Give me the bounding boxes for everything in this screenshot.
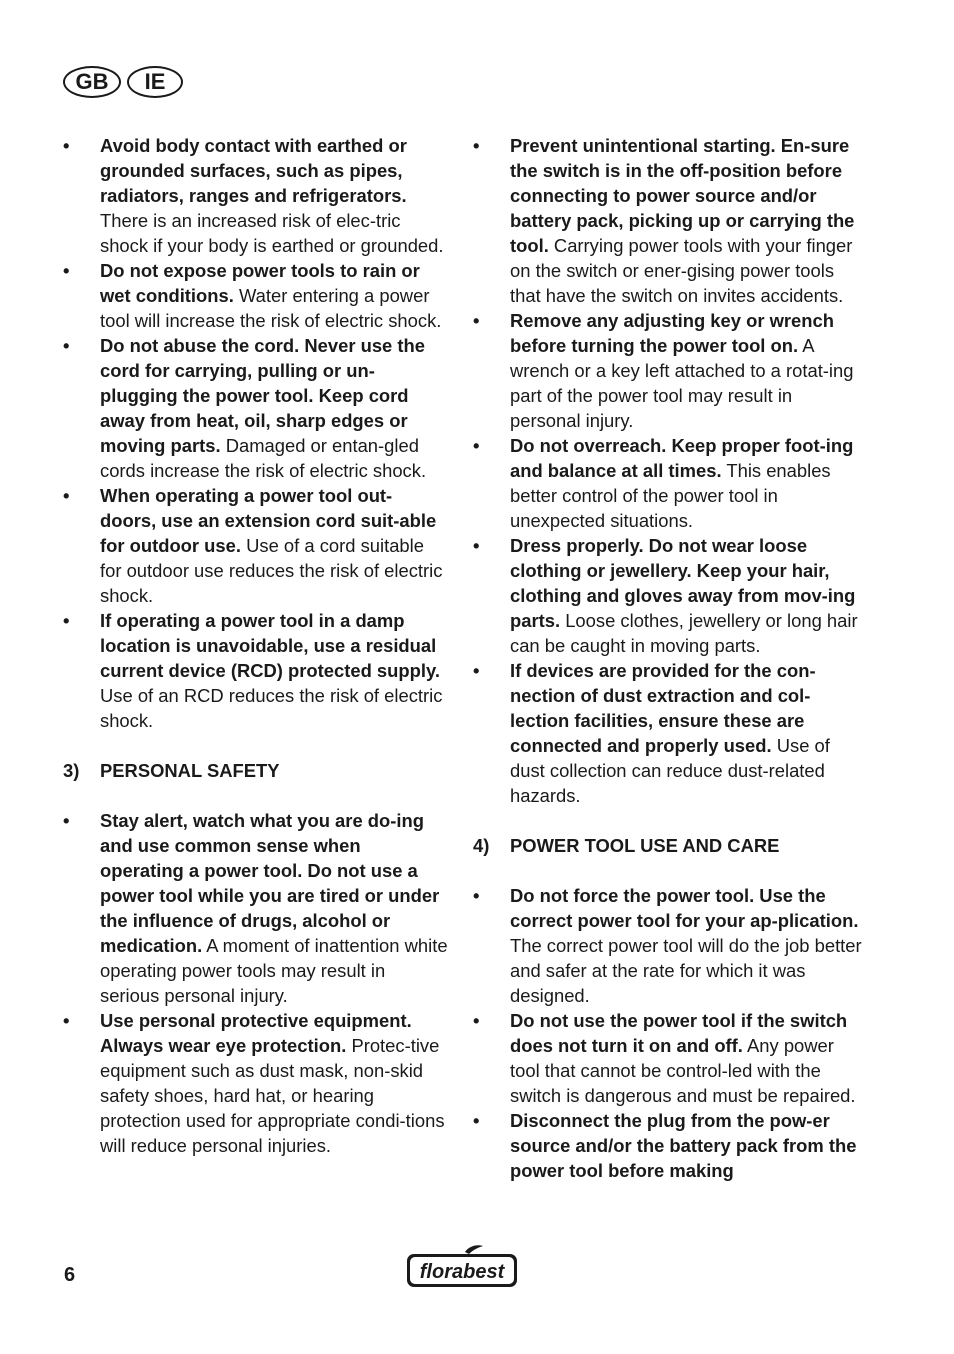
language-badge-gb: GB (63, 66, 121, 98)
item-bold: Stay alert, watch what you are do-ing and use common sense when operating a power tool. Do not use a power tool while you are tired or under the influence of drugs, alcohol or medication. (100, 810, 440, 956)
list-item (473, 1108, 863, 1183)
list-item (63, 483, 448, 608)
language-badge-ie: IE (127, 66, 183, 98)
list-item (473, 533, 863, 658)
bullet: • (63, 810, 70, 831)
item-bold: Use personal protective equipment. Always wear eye protection. (100, 1010, 412, 1056)
item-bold: Prevent unintentional starting. En-sure the switch is in the off-position before connecting to power source and/or battery pack, picking up or carrying the tool. (510, 135, 855, 256)
item-bold: When operating a power tool out-doors, use an extension cord suit-able for outdoor use. (100, 485, 437, 556)
bullet: • (63, 335, 70, 356)
item-text: Use of an RCD reduces the risk of electric shock. (100, 685, 443, 731)
bullet: • (63, 260, 70, 281)
item-bold: If operating a power tool in a damp location is unavoidable, use a residual current device (RCD) protected supply. (100, 610, 440, 681)
right-column (473, 133, 863, 1183)
item-text: Water entering a power tool will increase the risk of electric shock. (100, 285, 442, 331)
item-text: A wrench or a key left attached to a rotat-ing part of the power tool may result in personal injury. (510, 335, 854, 431)
list-item (473, 883, 863, 1008)
item-text: The correct power tool will do the job better and safer at the rate for which it was designed. (510, 935, 862, 1006)
logo-text: florabest (419, 1261, 505, 1283)
bullet: • (63, 610, 70, 631)
item-text: Use of dust collection can reduce dust-related hazards. (510, 735, 830, 806)
section-title: POWER TOOL USE AND CARE (510, 835, 780, 856)
bullet: • (473, 435, 480, 456)
list-item (473, 433, 863, 533)
list-item (63, 608, 448, 733)
list-item (63, 258, 448, 333)
list-item (473, 1008, 863, 1108)
florabest-logo (405, 1244, 519, 1290)
bullet: • (473, 660, 480, 681)
list-item (473, 658, 863, 808)
item-text: Protec-tive equipment such as dust mask, non-skid safety shoes, hard hat, or hearing protection used for appropriate condi-tions will reduce personal injuries. (100, 1035, 445, 1156)
item-bold: Do not expose power tools to rain or wet conditions. (100, 260, 420, 306)
bullet: • (473, 885, 480, 906)
item-text: This enables better control of the power tool in unexpected situations. (510, 460, 831, 531)
section-heading-personal-safety (63, 758, 448, 783)
item-bold: Remove any adjusting key or wrench before turning the power tool on. (510, 310, 834, 356)
item-bold: Dress properly. Do not wear loose clothing or jewellery. Keep your hair, clothing and gloves away from mov-ing parts. (510, 535, 856, 631)
section-number: 3) (63, 760, 80, 781)
bullet: • (473, 1110, 480, 1131)
list-item (63, 1008, 448, 1158)
item-bold: Do not overreach. Keep proper foot-ing and balance at all times. (510, 435, 854, 481)
list-item (473, 308, 863, 433)
bullet: • (473, 135, 480, 156)
item-bold: Do not abuse the cord. Never use the cord for carrying, pulling or un-plugging the power tool. Keep cord away from heat, oil, sharp edges or moving parts. (100, 335, 425, 456)
section-title: PERSONAL SAFETY (100, 760, 280, 781)
item-text: Any power tool that cannot be control-led with the switch is dangerous and must be repaired. (510, 1035, 856, 1106)
bullet: • (473, 310, 480, 331)
item-text: Use of a cord suitable for outdoor use reduces the risk of electric shock. (100, 535, 443, 606)
item-bold: Disconnect the plug from the pow-er source and/or the battery pack from the power tool before making (510, 1110, 857, 1181)
list-item (63, 333, 448, 483)
list-item (473, 133, 863, 308)
item-bold: If devices are provided for the con-nection of dust extraction and col-lection facilities, ensure these are connected and properly used. (510, 660, 816, 756)
list-item (63, 808, 448, 1008)
bullet: • (63, 1010, 70, 1031)
list-item (63, 133, 448, 258)
item-text: Carrying power tools with your finger on the switch or ener-gising power tools that have the switch on invites accidents. (510, 235, 853, 306)
section-heading-power-tool-use (473, 833, 863, 858)
page-number: 6 (64, 1264, 76, 1286)
bullet: • (63, 485, 70, 506)
item-bold: Avoid body contact with earthed or grounded surfaces, such as pipes, radiators, ranges and refrigerators. (100, 135, 407, 206)
section-number: 4) (473, 835, 490, 856)
item-text: A moment of inattention white operating power tools may result in serious personal injury. (100, 935, 448, 1006)
bullet: • (473, 1010, 480, 1031)
item-text: Loose clothes, jewellery or long hair can be caught in moving parts. (510, 610, 858, 656)
item-text: There is an increased risk of elec-tric shock if your body is earthed or grounded. (100, 210, 444, 256)
bullet: • (63, 135, 70, 156)
item-bold: Do not use the power tool if the switch does not turn it on and off. (510, 1010, 848, 1056)
item-text: Damaged or entan-gled cords increase the risk of electric shock. (100, 435, 427, 481)
language-badges (63, 66, 183, 98)
item-bold: Do not force the power tool. Use the correct power tool for your ap-plication. (510, 885, 859, 931)
left-column (63, 133, 448, 1158)
bullet: • (473, 535, 480, 556)
